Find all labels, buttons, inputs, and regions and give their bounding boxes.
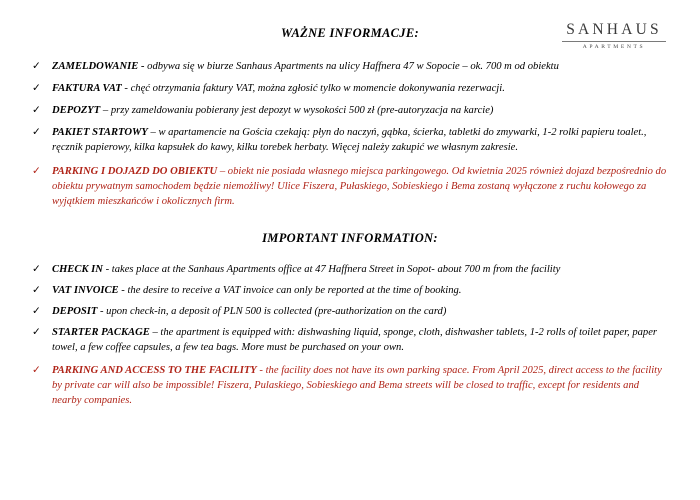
sanhaus-logo — [562, 22, 666, 50]
section-polish — [30, 26, 670, 209]
list-item-text: – w apartamencie na Gościa czekają: płyn do naczyń, gąbka, ścierka, tabletki do zmywarki, 1-2 rolki papieru toalet., ręcznik papierowy, kilka kapsułek do kawy, kilku torebek herbaty. Więcej należy zakupić we własnym zakresie. — [52, 127, 647, 154]
check-icon: ✓ — [32, 284, 41, 297]
list-item — [30, 363, 670, 408]
list-item-lead: PARKING AND ACCESS TO THE FACILITY — [52, 365, 257, 377]
list-item-lead: DEPOSIT — [52, 306, 98, 318]
list-item-lead: DEPOZYT — [52, 105, 101, 117]
check-icon: ✓ — [32, 165, 41, 178]
logo-divider — [562, 41, 666, 42]
check-icon: ✓ — [32, 60, 41, 72]
list-item-text: – przy zameldowaniu pobierany jest depozyt w wysokości 500 zł (pre-autoryzacja na karcie) — [100, 105, 494, 117]
list-item — [30, 125, 670, 155]
check-icon: ✓ — [32, 305, 41, 318]
list-item-text: - upon check-in, a deposit of PLN 500 is collected (pre-authorization on the card) — [97, 306, 447, 318]
list-item-lead: FAKTURA VAT — [52, 83, 122, 95]
list-item-text: – obiekt nie posiada własnego miejsca parkingowego. Od kwietnia 2025 również dojazd bezpośrednio do obiektu prywatnym samochodem będzie niemożliwy! Ulice Fiszera, Pułaskiego, Sobieskiego i Bema zostaną wyłączone z ruchu kołowego za wyjątkiem mieszkańców i okolicznych firm. — [52, 166, 667, 208]
list-item-lead: VAT INVOICE — [52, 285, 119, 297]
list-item-text: odbywa się w biurze Sanhaus Apartments na ulicy Haffnera 47 w Sopocie – ok. 700 m od obiektu — [144, 61, 559, 72]
check-icon: ✓ — [32, 126, 41, 139]
list-item — [30, 262, 670, 277]
list-item — [30, 81, 670, 96]
check-icon: ✓ — [32, 364, 41, 377]
list-item-lead: PARKING I DOJAZD DO OBIEKTU — [52, 166, 218, 178]
check-icon: ✓ — [32, 82, 41, 95]
list-item-text: - the desire to receive a VAT invoice can only be reported at the time of booking. — [118, 285, 462, 297]
check-icon: ✓ — [32, 104, 41, 117]
list-item-lead: CHECK IN — [52, 264, 103, 276]
list-item-text: - chęć otrzymania faktury VAT, można zgłosić tylko w momencie dokonywania rezerwacji. — [121, 83, 505, 95]
info-list-polish — [30, 59, 670, 209]
list-item — [30, 304, 670, 319]
list-item-text: - takes place at the Sanhaus Apartments office at 47 Haffnera Street in Sopot- about 700 m from the facility — [102, 264, 561, 276]
list-item — [30, 325, 670, 355]
check-icon: ✓ — [32, 326, 41, 339]
list-item-lead: STARTER PACKAGE — [52, 327, 150, 339]
logo-wordmark: SANHAUS — [566, 21, 662, 38]
list-item-text: - the facility does not have its own parking space. From April 2025, direct access to the facility by private car will also be impossible! Fiszera, Pulaskiego, Sobieskiego and Bema streets will be closed to traffic, except for residents and nearby companies. — [52, 365, 662, 407]
list-item-text: – the apartment is equipped with: dishwashing liquid, sponge, cloth, dishwasher tablets, 1-2 rolls of toilet paper, paper towel, a few coffee capsules, a few tea bags. More must be purchased on your own. — [52, 327, 658, 354]
section-title-english: IMPORTANT INFORMATION: — [262, 231, 438, 246]
list-item-lead: ZAMELDOWANIE - — [52, 61, 145, 72]
list-item — [30, 164, 670, 209]
list-item — [30, 283, 670, 298]
logo-subtitle: APARTMENTS — [582, 43, 646, 50]
section-english — [30, 231, 670, 408]
check-icon: ✓ — [32, 263, 41, 276]
list-item-lead: PAKIET STARTOWY — [52, 127, 148, 139]
section-title-polish: WAŻNE INFORMACJE: — [281, 26, 419, 40]
list-item — [30, 103, 670, 118]
info-list-english — [30, 262, 670, 408]
list-item — [30, 59, 670, 74]
